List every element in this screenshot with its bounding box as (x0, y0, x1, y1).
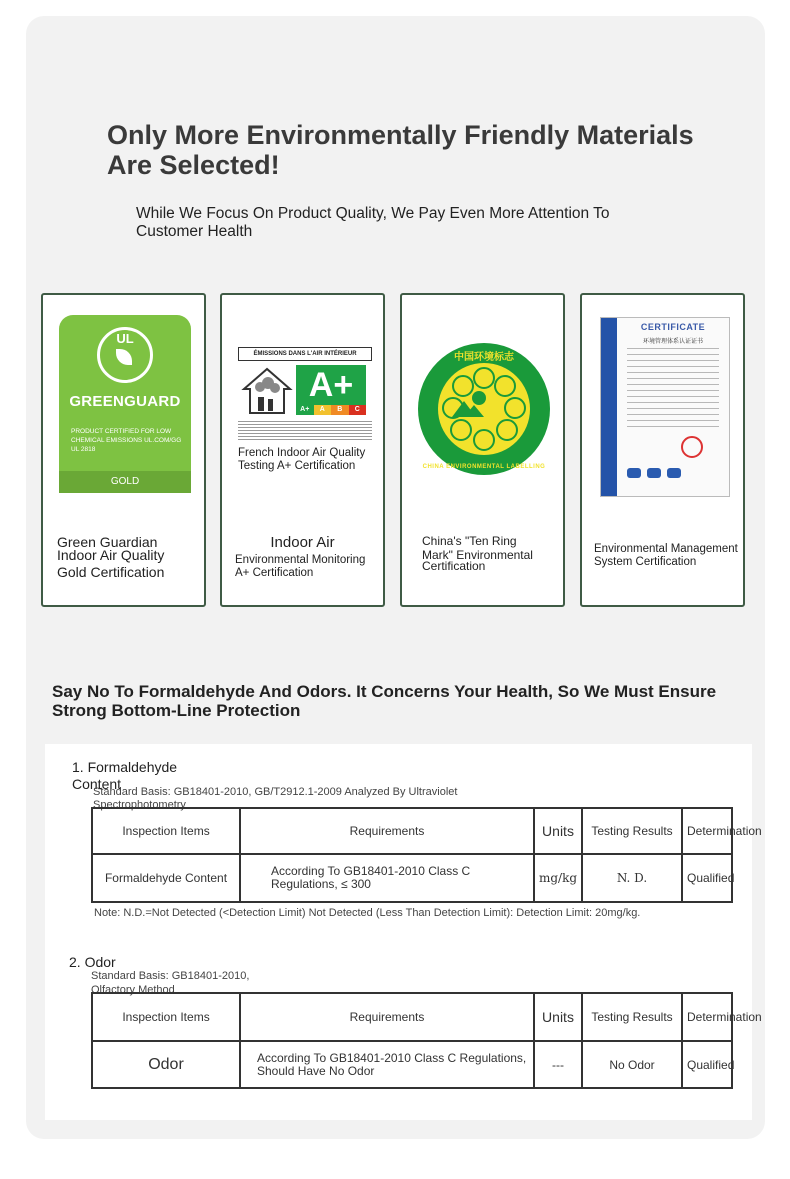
formaldehyde-table (91, 807, 762, 903)
requirement: According To GB18401-2010 Class C Regulations, ≤ 300 (240, 854, 534, 902)
inspection-item: Formaldehyde Content (92, 854, 240, 902)
column-header: Units (534, 808, 582, 854)
cert-label-line: Indoor Air (270, 534, 335, 551)
cert-label-line: Indoor Air Quality (57, 547, 165, 563)
units: mg/kg (534, 854, 582, 902)
determination: Qualified (682, 1041, 732, 1088)
french-label-badge (238, 347, 372, 447)
grade-scale (296, 405, 366, 415)
table-row (92, 854, 732, 902)
ring-icon (504, 397, 526, 419)
seal-bottom-text: CHINA ENVIRONMENTAL LABELLING (422, 464, 546, 470)
test-heading: 1. Formaldehyde (72, 759, 178, 775)
cert-label-line: Gold Certification (57, 564, 165, 580)
badge-fineprint: PRODUCT CERTIFIED FOR LOW CHEMICAL EMISSIONS UL.COM/GG UL 2818 (71, 428, 182, 453)
test-basis: Standard Basis: GB18401-2010, GB/T2912.1-2009 Analyzed By Ultraviolet (93, 786, 458, 798)
ring-icon (450, 419, 472, 441)
column-header: Requirements (240, 993, 534, 1041)
cert-label-line: Certification (422, 559, 486, 573)
house-icon (242, 365, 292, 415)
ring-icon (452, 375, 474, 397)
testing-result: N. D. (582, 854, 682, 902)
certificate-title: CERTIFICATE (640, 322, 706, 332)
column-header: Requirements (240, 808, 534, 854)
test-heading: 2. Odor (69, 954, 116, 970)
cert-card-greenguard (41, 293, 206, 607)
ring-icon (496, 419, 518, 441)
test-basis: Standard Basis: GB18401-2010, (91, 970, 250, 982)
certificate-logos (627, 468, 719, 480)
table-note: Note: N.D.=Not Detected (<Detection Limit) Not Detected (Less Than Detection Limit): Detection Limit: 20mg/kg. (94, 907, 641, 919)
table-header-row (92, 993, 732, 1041)
scale-step: B (331, 405, 349, 415)
badge-caption: French Indoor Air Quality Testing A+ Certification (238, 447, 366, 472)
column-header: Units (534, 993, 582, 1041)
cert-card-environmental-management (580, 293, 745, 607)
certificate-document (600, 317, 730, 497)
cert-label-line: China's "Ten Ring (422, 534, 517, 548)
inspection-item: Odor (92, 1041, 240, 1088)
requirement: According To GB18401-2010 Class C Regulations, Should Have No Odor (240, 1041, 534, 1088)
column-header: Inspection Items (92, 993, 240, 1041)
china-environmental-seal (418, 343, 550, 475)
odor-table (91, 992, 762, 1089)
scale-step: A+ (296, 405, 314, 415)
cert-card-china-ten-ring (400, 293, 565, 607)
cert-label-line: Environmental Monitoring (235, 554, 366, 566)
column-header: Determination (682, 808, 732, 854)
certificate-text-lines (627, 348, 719, 428)
ring-icon (473, 367, 495, 389)
greenguard-badge (59, 315, 191, 493)
test-report-sheet (45, 744, 762, 1120)
scale-step: A (314, 405, 332, 415)
test-basis: Spectrophotometry (93, 799, 186, 811)
table-header-row (92, 808, 732, 854)
cert-label-line: System Certification (594, 556, 697, 568)
testing-result: No Odor (582, 1041, 682, 1088)
badge-brand: GREENGUARD (69, 393, 181, 410)
determination: Qualified (682, 854, 732, 902)
scale-step: C (349, 405, 367, 415)
stamp-icon (681, 436, 703, 458)
units: --- (534, 1041, 582, 1088)
column-header: Determination (682, 993, 732, 1041)
badge-tier: GOLD (59, 471, 191, 493)
table-row (92, 1041, 732, 1088)
column-header: Inspection Items (92, 808, 240, 854)
grade-mark: A+ (296, 365, 366, 405)
seal-top-text: 中国环境标志 (454, 352, 514, 363)
ring-icon (473, 429, 495, 451)
ring-icon (494, 375, 516, 397)
cert-label-line: Environmental Management (594, 543, 738, 555)
section-title: Say No To Formaldehyde And Odors. It Concerns Your Health, So We Must Ensure Strong Bottom-Line Protection (52, 682, 717, 720)
certificate-band (601, 318, 617, 496)
column-header: Testing Results (582, 808, 682, 854)
cert-card-french-a-plus (220, 293, 385, 607)
page-title: Only More Environmentally Friendly Materials Are Selected! (107, 120, 694, 180)
test-basis: Olfactory Method (91, 984, 175, 996)
cert-label-line: A+ Certification (235, 567, 314, 579)
test-heading: Content (72, 776, 122, 792)
column-header: Testing Results (582, 993, 682, 1041)
badge-fineprint (238, 421, 372, 441)
badge-header: ÉMISSIONS DANS L'AIR INTÉRIEUR (238, 347, 372, 361)
mountain-icon (464, 405, 484, 417)
cert-label-line: Mark" Environmental (422, 548, 533, 562)
certificate-subtitle: 环境管理体系认证证书 (642, 339, 703, 345)
ul-mark: UL (116, 331, 134, 346)
cert-label-line: Green Guardian (57, 534, 158, 550)
page-subtitle: While We Focus On Product Quality, We Pay Even More Attention To Customer Health (136, 205, 610, 240)
